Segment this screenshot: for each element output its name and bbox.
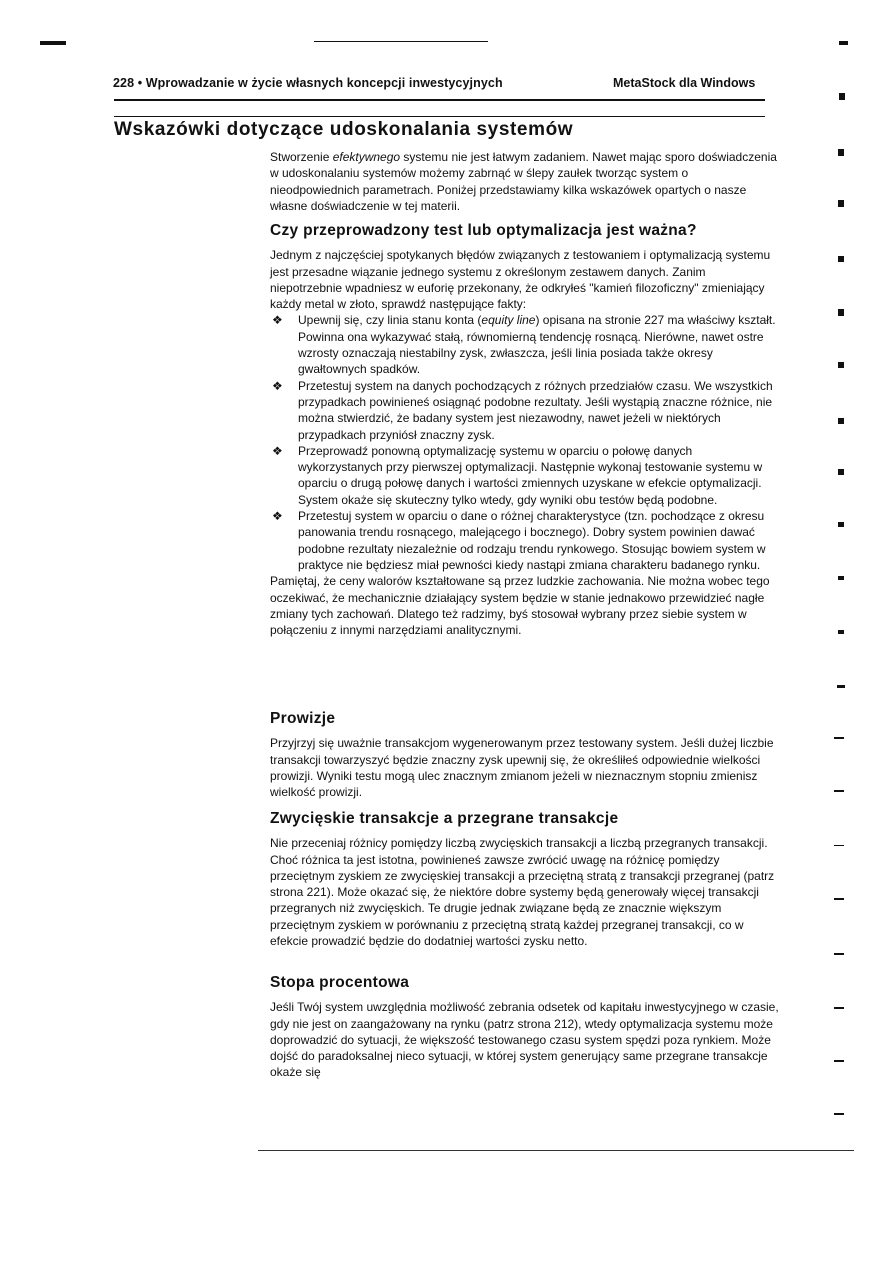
- scan-mark-right: [834, 953, 844, 955]
- scan-mark-right: [838, 630, 844, 634]
- bullet-diamond-icon: ❖: [272, 313, 283, 328]
- subheading-validity: Czy przeprowadzony test lub optymalizacja jest ważna?: [270, 222, 697, 239]
- scan-mark-right: [834, 845, 844, 846]
- scan-mark-top-left: [40, 41, 66, 45]
- scan-mark-right: [838, 362, 844, 368]
- running-header-left: 228 • Wprowadzanie w życie własnych koncepcji inwestycyjnych: [113, 76, 503, 90]
- scan-mark-right: [838, 522, 844, 527]
- subheading-commissions: Prowizje: [270, 710, 336, 727]
- checklist: [270, 312, 780, 573]
- scan-mark-right: [837, 685, 845, 688]
- emphasis: efektywnego: [332, 150, 401, 164]
- bullet-diamond-icon: ❖: [272, 378, 283, 393]
- intro-paragraph: Stworzenie efektywnego systemu nie jest łatwym zadaniem. Nawet mając sporo doświadczenia w udoskonalaniu systemów możemy zabrnąć w ślepy zaułek tworząc system o nieodpowiednich parametrach. Poniżej przedstawiamy kilka wskazówek opartych o nasze własne doświadczenie w tej materii.: [270, 150, 777, 213]
- scan-mark-right: [834, 737, 844, 739]
- interest-rate-paragraph: Jeśli Twój system uwzględnia możliwość zebrania odsetek od kapitału inwestycyjnego w czasie, gdy nie jest on zaangażowany na rynku (patrz strona 212), wtedy optymalizacja systemu może doprowadzić do sytuacji, że większość testowanego czasu system spędzi poza rynkiem. Może dojść do paradoksalnej nieco sytuacji, w której system generujący same przegrane transakcje okaże się: [270, 1000, 779, 1080]
- section-title: Wskazówki dotyczące udoskonalania systemów: [114, 119, 574, 140]
- list-item: ❖ Przetestuj system na danych pochodzących z różnych przedziałów czasu. We wszystkich przypadkach powinieneś osiągnąć podobne rezultaty. Jeśli wystąpią znaczne różnice, nie można stwierdzić, że badany system jest niezawodny, nawet jeżeli w niektórych przypadkach przyniósł znaczny zysk.: [272, 378, 773, 442]
- section-validity: [270, 223, 780, 638]
- scan-mark-right: [839, 41, 848, 45]
- scan-mark-right: [838, 469, 844, 475]
- scan-mark-right: [834, 1007, 844, 1009]
- scan-mark-right: [838, 309, 844, 316]
- closing-paragraph: Pamiętaj, że ceny walorów kształtowane są przez ludzkie zachowania. Nie można wobec tego oczekiwać, że mechanicznie działający system będzie w stanie jednakowo przewidzieć nagłe zmiany tych zachowań. Dlatego też radzimy, byś stosował wybrany przez siebie system w połączeniu z innymi narzędziami analitycznymi.: [270, 574, 770, 638]
- win-loss-paragraph: Nie przeceniaj różnicy pomiędzy liczbą zwycięskich transakcji a liczbą przegranych transakcji. Choć różnica ta jest istotna, powinieneś zawsze zwrócić uwagę na różnicę pomiędzy przeciętnym zyskiem ze zwycięskiej transakcji a przeciętną stratą z transakcji przegranej (patrz strona 221). Może okazać się, że niektóre dobre systemy będą generowały więcej transakcji przegranych niż zwycięskich. Te drugie jednak związane będą ze znacznie większym przeciętnym zyskiem w porównaniu z przeciętną stratą każdej przegranej transakcji, co w efekcie prowadzić będzie do dodatniej wartości zysku netto.: [270, 836, 775, 949]
- validity-paragraph: Jednym z najczęściej spotykanych błędów związanych z testowaniem i optymalizacją systemu jest przesadne wiązanie jednego systemu z określonym zestawem danych. Zanim niepotrzebnie wpadniesz w euforię przekonany, że odkryłeś "kamień filozoficzny" zmieniający każdy metal w złoto, sprawdź następujące fakty:: [270, 248, 771, 312]
- commissions-paragraph: Przyjrzyj się uważnie transakcjom wygenerowanym przez testowany system. Jeśli dużej liczbie transakcji towarzyszyć będzie znaczny zysk upewnij się, że określiłeś odpowiednie wielkości prowizji. Wyniki testu mogą ulec znacznym zmianom jeżeli w nieznacznym stopniu zmienisz wielkość prowizji.: [270, 736, 774, 800]
- scan-mark-right: [838, 200, 844, 207]
- bullet-diamond-icon: ❖: [272, 509, 283, 524]
- list-item: ❖ Przetestuj system w oparciu o dane o różnej charakterystyce (tzn. pochodzące z okresu panowania trendu rosnącego, malejącego i bocznego). Dobry system powinien dawać podobne rezultaty niezależnie od rodzaju trendu rynkowego. Stosując bowiem system w praktyce nie będziesz miał pewności kiedy nastąpi zmiana charakteru badanego rynku.: [272, 509, 766, 572]
- header-rule: [114, 99, 765, 101]
- scan-mark-right: [834, 1060, 844, 1062]
- title-rule: [114, 116, 765, 117]
- running-header-right: MetaStock dla Windows: [613, 76, 756, 90]
- scan-mark-right: [834, 1113, 844, 1115]
- bottom-rule: [258, 1150, 854, 1151]
- section-win-loss: [270, 811, 780, 949]
- top-thin-rule: [314, 41, 488, 42]
- scan-mark-right: [838, 149, 844, 156]
- scan-mark-right: [834, 898, 844, 900]
- section-commissions: [270, 711, 780, 800]
- subheading-win-loss: Zwycięskie transakcje a przegrane transakcje: [270, 810, 619, 827]
- scan-mark-right: [838, 256, 844, 262]
- scan-mark-right: [838, 576, 844, 580]
- scan-mark-right: [839, 93, 845, 100]
- bullet-diamond-icon: ❖: [272, 443, 283, 458]
- subheading-interest-rate: Stopa procentowa: [270, 974, 410, 991]
- scan-mark-right: [838, 418, 844, 424]
- list-item: ❖ Przeprowadź ponowną optymalizację systemu w oparciu o połowę danych wykorzystanych przy pierwszej optymalizacji. Następnie wykonaj testowanie systemu w oparciu o drugą połowę danych i wartości zmiennych uzyskane w efekcie optymalizacji. System okaże się skuteczny tylko wtedy, gdy wyniki obu testów będą podobne.: [272, 443, 763, 507]
- scan-mark-right: [834, 790, 844, 792]
- list-item: ❖ Upewnij się, czy linia stanu konta (equity line) opisana na stronie 227 ma właściwy kształt. Powinna ona wykazywać stałą, równomierną tendencję rosnącą. Nierówne, nawet ostre wzrosty oznaczają niestabilny zysk, zwłaszcza, jeśli linia posiada także okresy gwałtownych spadków.: [272, 313, 776, 377]
- section-interest-rate: [270, 975, 780, 1081]
